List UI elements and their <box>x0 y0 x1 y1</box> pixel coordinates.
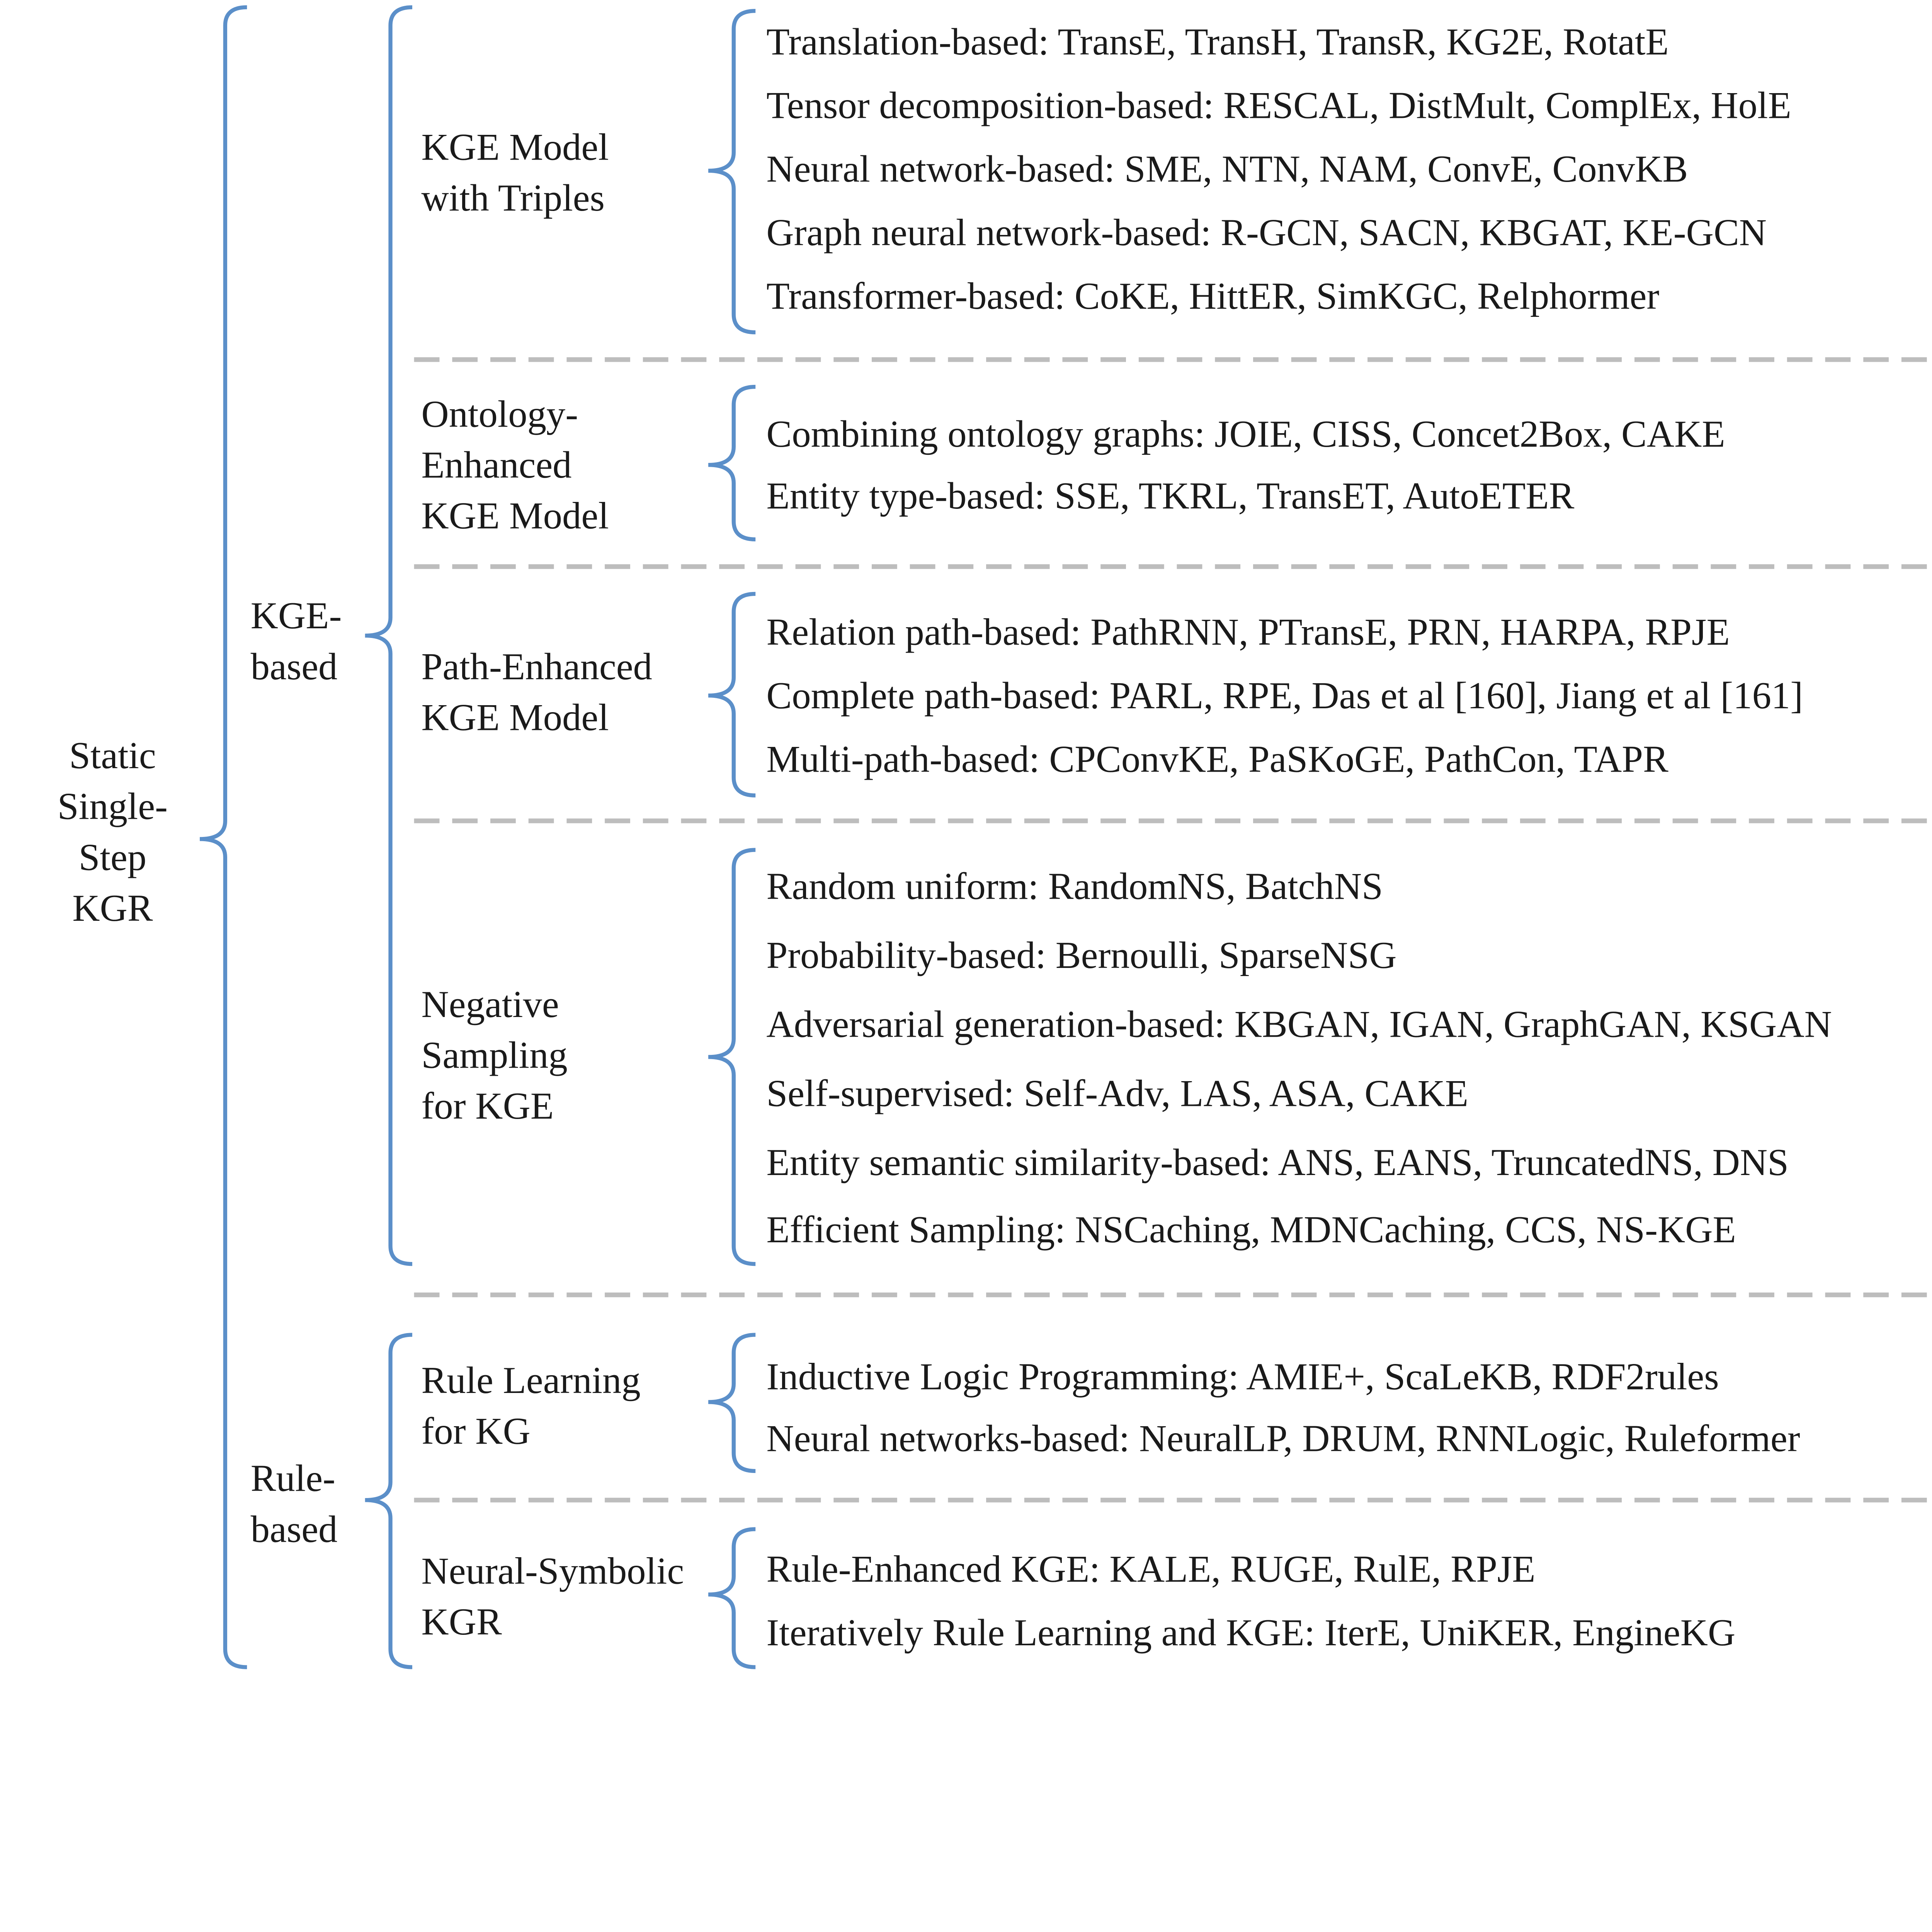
section-bracket <box>708 594 755 796</box>
section-bracket <box>708 1335 755 1471</box>
section-title: KGE Model with Triples <box>421 125 609 220</box>
method-line: Complete path-based: PARL, RPE, Das et al [160], Jiang et al [161] <box>766 673 1803 718</box>
section-bracket <box>708 1529 755 1667</box>
method-line: Tensor decomposition-based: RESCAL, DistMult, ComplEx, HolE <box>766 83 1791 127</box>
method-line: Neural networks-based: NeuralLP, DRUM, RNNLogic, Ruleformer <box>766 1416 1800 1460</box>
section-title: Negative Sampling for KGE <box>421 982 568 1128</box>
method-line: Self-supervised: Self-Adv, LAS, ASA, CAKE <box>766 1071 1469 1115</box>
method-line: Combining ontology graphs: JOIE, CISS, Concet2Box, CAKE <box>766 412 1725 456</box>
root-label: Static Single- Step KGR <box>57 733 168 930</box>
method-line: Probability-based: Bernoulli, SparseNSG <box>766 933 1397 977</box>
method-line: Relation path-based: PathRNN, PTransE, PRN, HARPA, RPJE <box>766 610 1730 654</box>
group-label-rule: Rule- based <box>250 1456 338 1551</box>
section-bracket <box>708 11 755 332</box>
method-line: Graph neural network-based: R-GCN, SACN, KBGAT, KE-GCN <box>766 211 1767 254</box>
method-line: Adversarial generation-based: KBGAN, IGAN, GraphGAN, KSGAN <box>766 1002 1832 1046</box>
method-line: Random uniform: RandomNS, BatchNS <box>766 864 1383 908</box>
method-line: Efficient Sampling: NSCaching, MDNCaching, CCS, NS-KGE <box>766 1208 1736 1252</box>
section-title: Neural-Symbolic KGR <box>421 1549 684 1644</box>
method-line: Inductive Logic Programming: AMIE+, ScaLeKB, RDF2rules <box>766 1355 1719 1398</box>
section-bracket <box>708 387 755 539</box>
group-bracket-rule <box>365 1335 412 1667</box>
method-line: Rule-Enhanced KGE: KALE, RUGE, RulE, RPJE <box>766 1547 1536 1591</box>
method-line: Iteratively Rule Learning and KGE: IterE, UniKER, EngineKG <box>766 1611 1736 1655</box>
group-bracket-kge <box>365 7 412 1264</box>
section-title: Ontology- Enhanced KGE Model <box>421 392 609 538</box>
root-bracket <box>200 7 247 1667</box>
method-line: Translation-based: TransE, TransH, TransR, KG2E, RotatE <box>766 20 1669 64</box>
section-bracket <box>708 850 755 1264</box>
method-line: Neural network-based: SME, NTN, NAM, ConvE, ConvKB <box>766 147 1688 191</box>
group-label-kge: KGE- based <box>250 594 342 689</box>
section-title: Path-Enhanced KGE Model <box>421 645 652 739</box>
section-title: Rule Learning for KG <box>421 1358 641 1453</box>
method-line: Entity type-based: SSE, TKRL, TransET, AutoETER <box>766 474 1575 518</box>
method-line: Entity semantic similarity-based: ANS, EANS, TruncatedNS, DNS <box>766 1140 1789 1184</box>
method-line: Transformer-based: CoKE, HittER, SimKGC, Relphormer <box>766 274 1660 318</box>
method-line: Multi-path-based: CPConvKE, PaSKoGE, PathCon, TAPR <box>766 737 1668 781</box>
